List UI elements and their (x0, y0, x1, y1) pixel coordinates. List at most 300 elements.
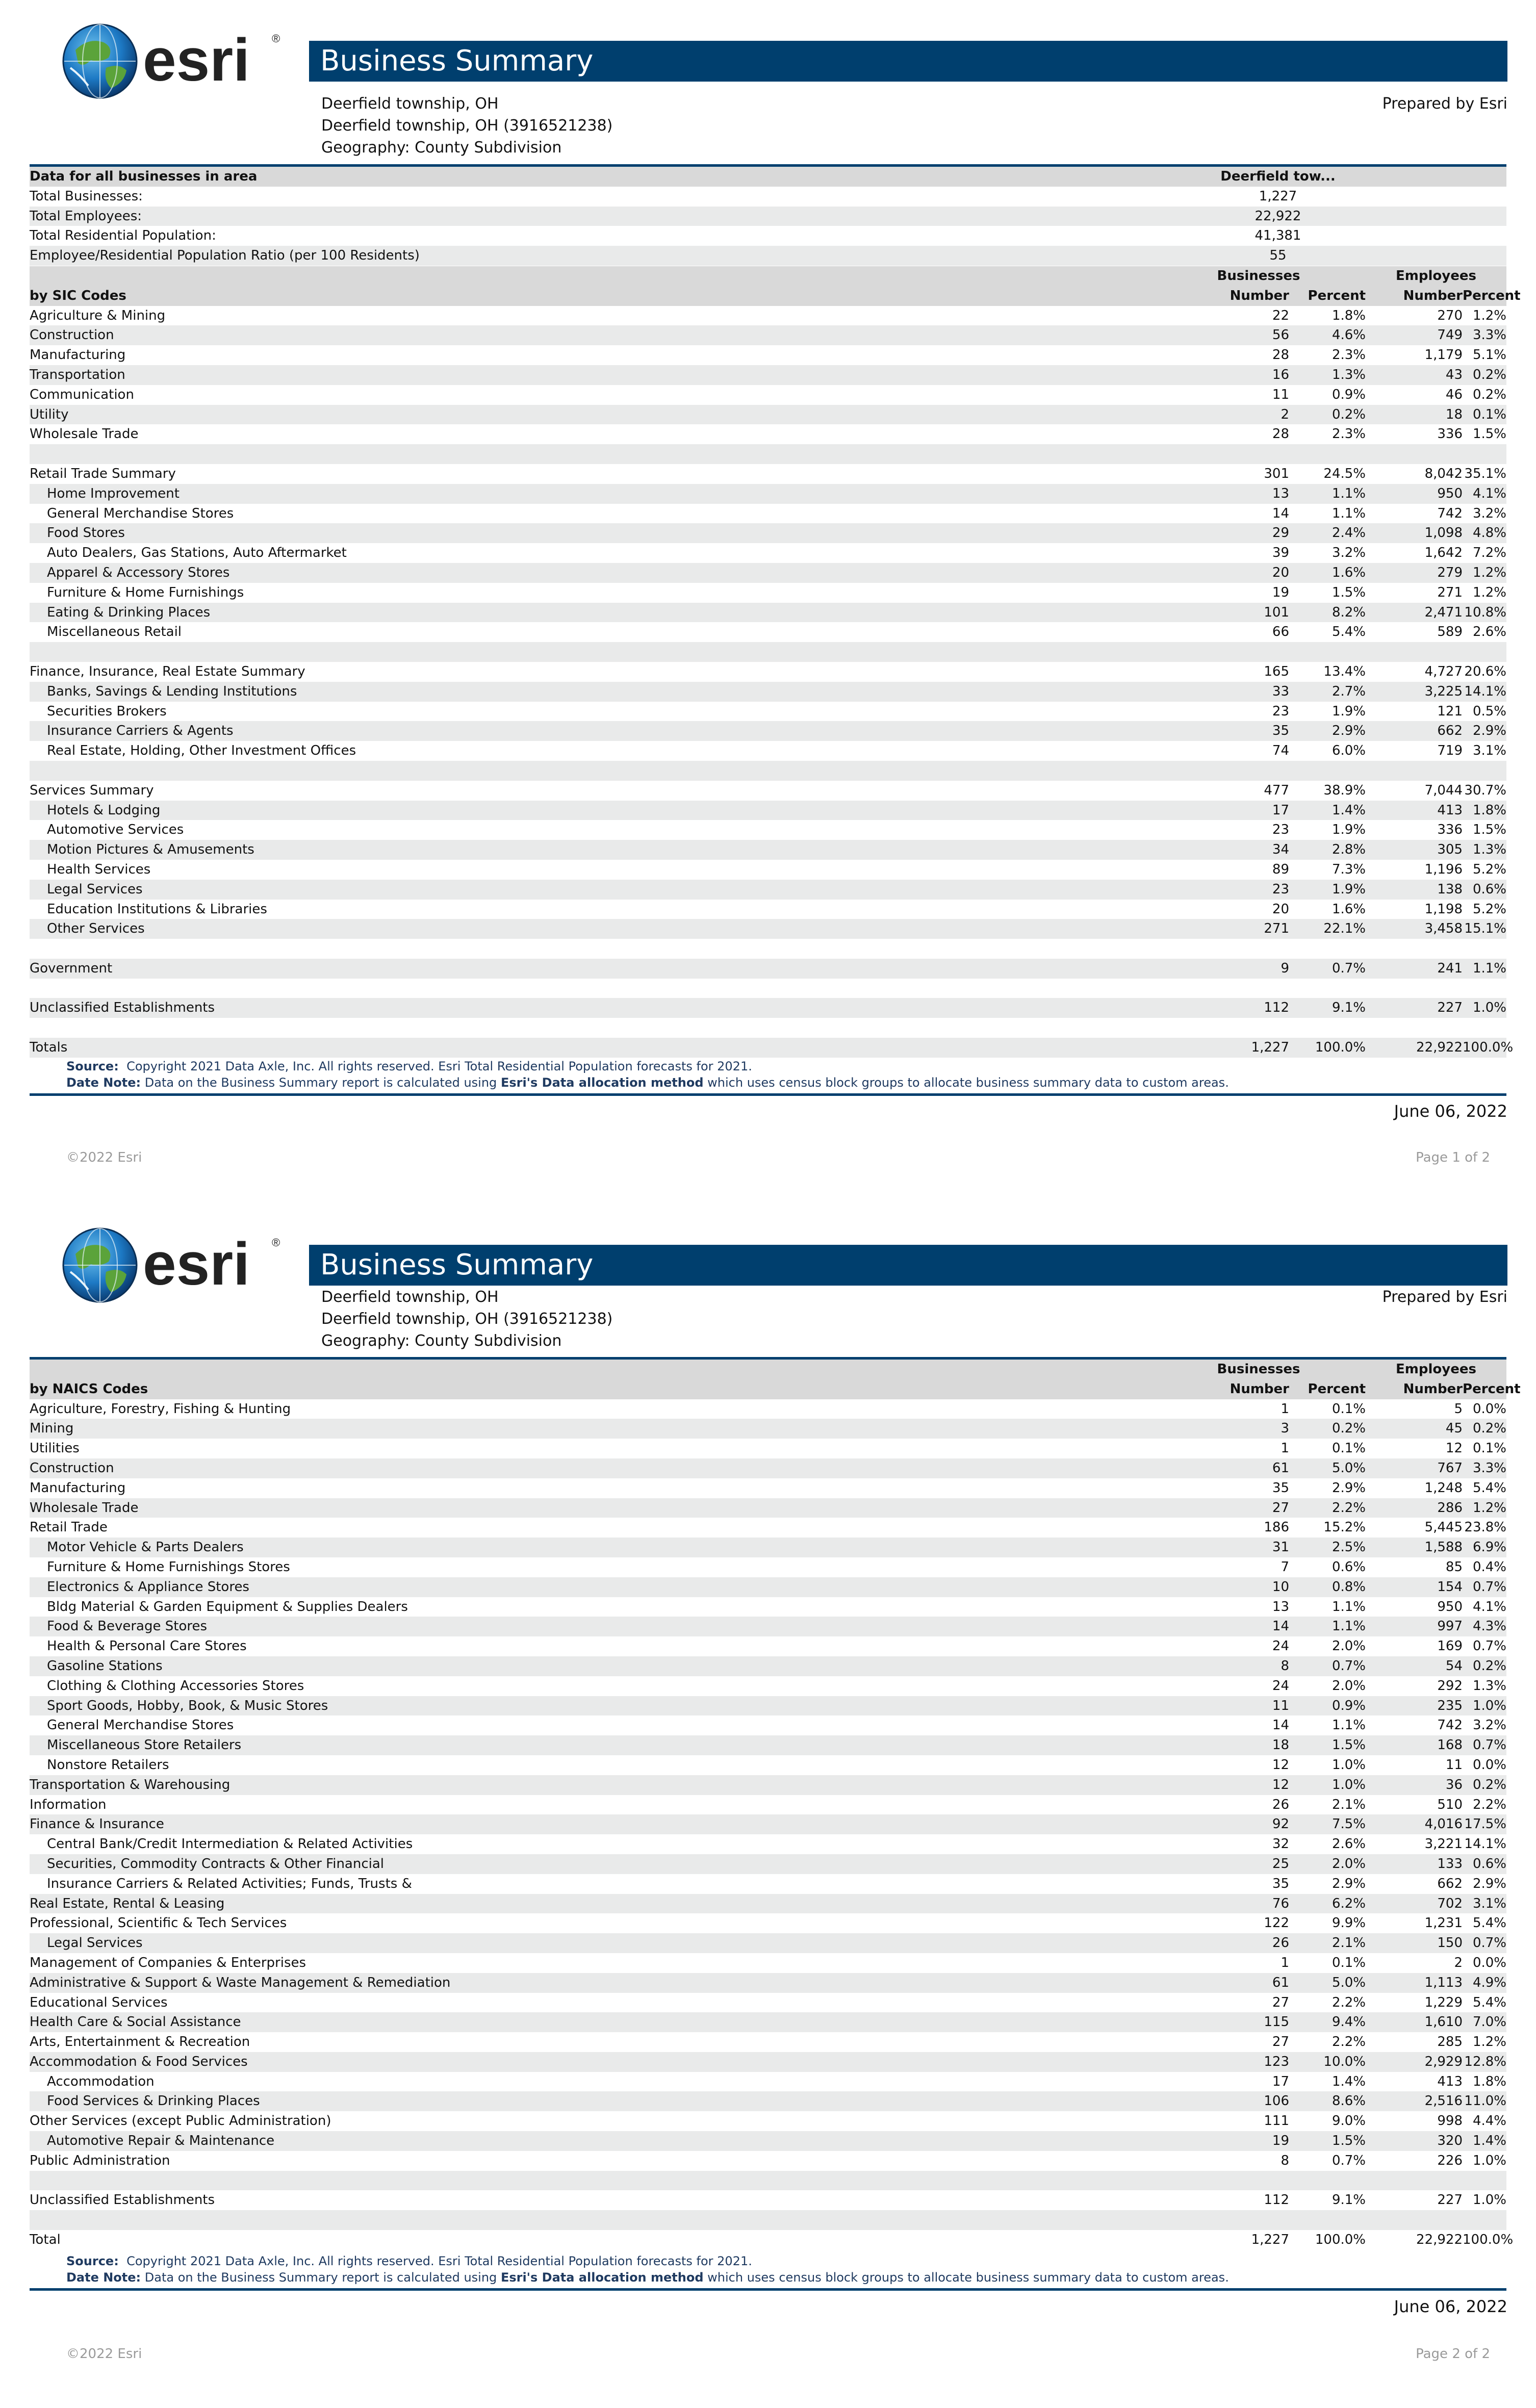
industry-row (30, 2151, 1506, 2171)
business-percent: 4.6% (1289, 325, 1366, 345)
industry-label: Other Services (30, 919, 1151, 939)
employee-count: 45 (1366, 1419, 1463, 1439)
employee-count: 320 (1366, 2131, 1463, 2151)
employee-count: 168 (1366, 1735, 1463, 1755)
business-percent: 2.8% (1289, 840, 1366, 860)
summary-value: 55 (1177, 246, 1379, 266)
employee-count: 742 (1437, 505, 1463, 521)
business-count: 271 (1151, 919, 1289, 939)
business-count: 35 (1272, 1876, 1289, 1891)
employee-percent: 1.0% (1463, 1696, 1506, 1716)
sic-column-header (30, 286, 1506, 306)
employee-percent: 3.2% (1472, 1718, 1507, 1733)
industry-label: Food Stores (30, 523, 1151, 543)
page-number: Page 2 of 2 (1416, 2346, 1490, 2362)
business-count: 26 (1272, 1797, 1289, 1812)
employee-count: 305 (1366, 840, 1463, 860)
business-count: 23 (1272, 703, 1289, 719)
business-percent: 2.9% (1289, 721, 1366, 741)
summary-label: Employee/Residential Population Ratio (per 100 Residents) (30, 246, 1177, 266)
naics-group-header (30, 1359, 1506, 1379)
businesses-header: Businesses (1151, 266, 1366, 286)
business-count: 8 (1281, 2153, 1289, 2168)
business-percent: 0.1% (1332, 1955, 1366, 1970)
business-percent: 5.4% (1332, 624, 1366, 640)
business-percent: 3.2% (1332, 545, 1366, 561)
industry-label: Banks, Savings & Lending Institutions (30, 682, 1151, 702)
business-percent: 1.1% (1289, 484, 1366, 504)
business-percent: 0.6% (1332, 1559, 1366, 1575)
globe-icon (63, 1228, 137, 1302)
industry-label: Gasoline Stations (30, 1656, 1151, 1676)
industry-label: Accommodation (47, 2073, 155, 2089)
business-percent: 1.6% (1289, 563, 1366, 583)
business-percent: 9.0% (1332, 2113, 1366, 2129)
industry-label: Totals (30, 1038, 1151, 1058)
employee-percent: 4.9% (1463, 1973, 1506, 1993)
location-code: Deerfield township, OH (3916521238) (321, 117, 613, 135)
industry-row (30, 1656, 1506, 1676)
business-count: 24 (1272, 1678, 1289, 1694)
business-count: 14 (1151, 1617, 1289, 1636)
business-count: 8 (1151, 1656, 1289, 1676)
employee-percent: 0.5% (1472, 703, 1507, 719)
industry-label: Transportation & Warehousing (30, 1775, 1151, 1795)
business-count: 20 (1272, 901, 1289, 917)
employee-percent: 0.4% (1472, 1559, 1507, 1575)
industry-label: Educational Services (30, 1994, 168, 2010)
employee-count: 413 (1366, 801, 1463, 821)
business-count: 24 (1272, 1638, 1289, 1654)
business-percent: 2.1% (1289, 1933, 1366, 1953)
business-count: 39 (1272, 545, 1289, 561)
industry-label: Home Improvement (30, 484, 1151, 504)
business-percent: 0.7% (1332, 2153, 1366, 2168)
employee-percent: 0.1% (1472, 1441, 1507, 1456)
business-count: 115 (1151, 2012, 1289, 2032)
employee-count: 662 (1437, 1876, 1463, 1891)
employee-count: 227 (1366, 998, 1463, 1018)
employee-percent: 17.5% (1463, 1814, 1506, 1834)
businesses-header: Businesses (1151, 1359, 1366, 1379)
business-percent: 2.2% (1289, 1498, 1366, 1518)
employee-percent: 3.1% (1463, 1894, 1506, 1914)
spacer-row (30, 444, 1506, 464)
business-percent: 2.9% (1332, 1480, 1366, 1496)
percent-column-label: Percent (1289, 286, 1366, 306)
industry-row (30, 1834, 1506, 1854)
employee-percent: 0.2% (1463, 1419, 1506, 1439)
industry-row (30, 1696, 1506, 1716)
employee-percent: 100.0% (1463, 1038, 1506, 1058)
industry-row (30, 325, 1506, 345)
employee-count: 270 (1437, 308, 1463, 323)
industry-row (30, 1478, 1506, 1498)
industry-label: Food Services & Drinking Places (30, 2091, 1151, 2111)
summary-row (30, 246, 1506, 266)
business-percent: 1.5% (1289, 1735, 1366, 1755)
employee-percent: 14.1% (1463, 682, 1506, 702)
industry-label: Retail Trade Summary (30, 466, 176, 481)
industry-row (30, 464, 1506, 484)
industry-label: Central Bank/Credit Intermediation & Related Activities (47, 1836, 413, 1852)
industry-row (30, 1874, 1506, 1894)
industry-row (30, 2072, 1506, 2092)
business-count: 19 (1151, 2131, 1289, 2151)
industry-row (30, 2052, 1506, 2072)
report-page-2 (0, 1204, 1536, 2408)
employee-percent: 0.0% (1472, 1401, 1507, 1417)
business-count: 7 (1281, 1559, 1289, 1575)
business-count: 22 (1272, 308, 1289, 323)
employee-count: 36 (1366, 1775, 1463, 1795)
copyright: ©2022 Esri (66, 1150, 142, 1165)
page-number: Page 1 of 2 (1416, 1150, 1490, 1165)
employee-percent: 2.6% (1472, 624, 1507, 640)
business-percent: 2.5% (1289, 1538, 1366, 1557)
business-count: 16 (1151, 365, 1289, 385)
employee-percent: 2.2% (1472, 1797, 1507, 1812)
industry-row (30, 1617, 1506, 1636)
industry-row (30, 721, 1506, 741)
summary-label: Total Employees: (30, 207, 1177, 226)
report-date: June 06, 2022 (1394, 2297, 1507, 2316)
industry-row (30, 1933, 1506, 1953)
employee-count: 5,445 (1424, 1520, 1463, 1535)
employee-count: 336 (1437, 822, 1463, 838)
employee-percent: 30.7% (1464, 782, 1507, 798)
employee-percent: 0.2% (1463, 365, 1506, 385)
business-percent: 2.3% (1332, 426, 1366, 442)
business-percent: 0.7% (1289, 1656, 1366, 1676)
employee-count: 22,922 (1366, 1038, 1463, 1058)
business-percent: 1.5% (1289, 2131, 1366, 2151)
business-percent: 9.4% (1289, 2012, 1366, 2032)
employee-percent: 10.8% (1463, 603, 1506, 623)
business-percent: 9.1% (1332, 2192, 1366, 2208)
logo-text: esri (143, 27, 250, 94)
employee-count: 43 (1366, 365, 1463, 385)
industry-label: Communication (30, 387, 134, 402)
source-note: Source: Copyright 2021 Data Axle, Inc. All rights reserved. Esri Total Residential Population forecasts for 2021. (66, 1059, 752, 1073)
business-percent: 0.9% (1289, 1696, 1366, 1716)
employee-count: 336 (1437, 426, 1463, 442)
employee-percent: 1.5% (1472, 822, 1507, 838)
industry-label: General Merchandise Stores (47, 505, 234, 521)
business-count: 20 (1151, 563, 1289, 583)
summary-heading: Data for all businesses in area (30, 166, 1177, 187)
business-count: 29 (1151, 523, 1289, 543)
location-code: Deerfield township, OH (3916521238) (321, 1310, 613, 1328)
business-count: 1 (1281, 1401, 1289, 1417)
employee-percent: 14.1% (1464, 1836, 1507, 1852)
industry-label: Agriculture & Mining (30, 308, 166, 323)
business-percent: 0.8% (1289, 1577, 1366, 1597)
industry-row (30, 1636, 1506, 1656)
employee-count: 8,042 (1424, 466, 1463, 481)
employee-count: 950 (1366, 484, 1463, 504)
summary-table (30, 164, 1506, 266)
industry-label: Agriculture, Forestry, Fishing & Hunting (30, 1401, 291, 1417)
employee-percent: 1.2% (1472, 308, 1507, 323)
employee-count: 1,229 (1424, 1994, 1463, 2010)
number-column-label: Number (1366, 286, 1463, 306)
employee-percent: 1.2% (1472, 2034, 1507, 2050)
business-percent: 0.1% (1332, 1401, 1366, 1417)
industry-row (30, 781, 1506, 801)
employee-percent: 0.6% (1463, 880, 1506, 900)
employee-count: 271 (1437, 584, 1463, 600)
employees-header: Employees (1366, 1359, 1506, 1379)
percent-column-label: Percent (1463, 1379, 1506, 1399)
industry-label: Retail Trade (30, 1520, 108, 1535)
business-count: 1,227 (1251, 2232, 1289, 2248)
industry-label: Education Institutions & Libraries (47, 901, 267, 917)
industry-label: General Merchandise Stores (47, 1718, 234, 1733)
summary-row (30, 187, 1506, 207)
employee-percent: 0.7% (1463, 1933, 1506, 1953)
industry-label: Auto Dealers, Gas Stations, Auto Aftermarket (47, 545, 347, 561)
industry-label: Health Services (47, 861, 151, 877)
industry-row (30, 1458, 1506, 1478)
business-count: 35 (1151, 721, 1289, 741)
employee-percent: 2.9% (1463, 721, 1506, 741)
business-count: 25 (1151, 1854, 1289, 1874)
employee-count: 719 (1437, 743, 1463, 759)
employee-percent: 1.1% (1463, 959, 1506, 979)
business-count: 12 (1272, 1757, 1289, 1773)
employee-percent: 5.2% (1472, 861, 1507, 877)
employee-percent: 5.4% (1472, 1480, 1507, 1496)
industry-row (30, 702, 1506, 722)
industry-row (30, 543, 1506, 563)
employee-count: 133 (1366, 1854, 1463, 1874)
location-name: Deerfield township, OH (321, 95, 499, 113)
business-percent: 0.7% (1289, 959, 1366, 979)
business-percent: 1.1% (1289, 1617, 1366, 1636)
summary-column-header: Deerfield tow... (1177, 166, 1379, 187)
employee-count: 154 (1366, 1577, 1463, 1597)
business-count: 28 (1272, 347, 1289, 363)
industry-row (30, 1913, 1506, 1933)
employee-percent: 5.4% (1472, 1994, 1507, 2010)
business-count: 61 (1151, 1973, 1289, 1993)
business-count: 123 (1151, 2052, 1289, 2072)
business-count: 23 (1151, 880, 1289, 900)
prepared-by: Prepared by Esri (1382, 95, 1507, 113)
employee-count: 2,929 (1366, 2052, 1463, 2072)
industry-label: Health Care & Social Assistance (30, 2012, 1151, 2032)
employee-count: 292 (1437, 1678, 1463, 1694)
industry-label: Finance, Insurance, Real Estate Summary (30, 663, 305, 679)
business-percent: 9.1% (1289, 998, 1366, 1018)
industry-label: Unclassified Establishments (30, 998, 1151, 1018)
employee-count: 54 (1366, 1656, 1463, 1676)
summary-value: 22,922 (1177, 207, 1379, 226)
business-percent: 1.6% (1332, 901, 1366, 917)
employee-count: 413 (1437, 2073, 1463, 2089)
employee-count: 1,179 (1424, 347, 1463, 363)
employee-percent: 0.7% (1463, 1577, 1506, 1597)
industry-row (30, 741, 1506, 761)
employee-count: 11 (1445, 1757, 1463, 1773)
business-percent: 5.0% (1289, 1458, 1366, 1478)
industry-row (30, 860, 1506, 880)
industry-label: Other Services (except Public Administration) (30, 2113, 331, 2129)
business-percent: 1.1% (1332, 1599, 1366, 1615)
employee-count: 1,113 (1366, 1973, 1463, 1993)
employees-header: Employees (1366, 266, 1506, 286)
industry-label: Construction (30, 325, 1151, 345)
industry-label: Furniture & Home Furnishings Stores (47, 1559, 290, 1575)
industry-row (30, 563, 1506, 583)
report-date: June 06, 2022 (1394, 1101, 1507, 1121)
business-count: 1,227 (1151, 1038, 1289, 1058)
employee-percent: 0.0% (1472, 1757, 1507, 1773)
industry-row (30, 504, 1506, 524)
date-note: Date Note: Data on the Business Summary report is calculated using Esri's Data allocation method which uses census block groups to allocate business summary data to custom areas. (66, 2270, 1229, 2285)
business-percent: 100.0% (1315, 2232, 1366, 2248)
number-column-label: Number (1151, 286, 1289, 306)
industry-label: Arts, Entertainment & Recreation (30, 2034, 250, 2050)
spacer-row (30, 2210, 1506, 2230)
percent-column-label: Percent (1463, 286, 1506, 306)
business-count: 34 (1151, 840, 1289, 860)
employee-percent: 12.8% (1463, 2052, 1506, 2072)
logo-text: esri (143, 1231, 250, 1298)
spacer-row (30, 642, 1506, 662)
industry-row (30, 1498, 1506, 1518)
business-count: 27 (1151, 1498, 1289, 1518)
svg-text:®: ® (272, 32, 280, 45)
industry-row (30, 523, 1506, 543)
business-count: 10 (1151, 1577, 1289, 1597)
employee-count: 1,098 (1366, 523, 1463, 543)
industry-row (30, 603, 1506, 623)
employee-percent: 100.0% (1463, 2232, 1514, 2248)
industry-row (30, 2230, 1506, 2250)
employee-percent: 1.8% (1472, 2073, 1507, 2089)
industry-row (30, 959, 1506, 979)
industry-row (30, 900, 1506, 919)
location-name: Deerfield township, OH (321, 1288, 499, 1306)
employee-percent: 1.4% (1463, 2131, 1506, 2151)
industry-row (30, 583, 1506, 603)
industry-row (30, 365, 1506, 385)
industry-row (30, 1419, 1506, 1439)
business-count: 17 (1151, 801, 1289, 821)
business-percent: 0.1% (1332, 1441, 1366, 1456)
copyright: ©2022 Esri (66, 2346, 142, 2362)
industry-label: Real Estate, Rental & Leasing (30, 1894, 1151, 1914)
business-count: 19 (1272, 584, 1289, 600)
employee-percent: 0.2% (1463, 1775, 1506, 1795)
business-count: 76 (1151, 1894, 1289, 1914)
industry-label: Sport Goods, Hobby, Book, & Music Stores (30, 1696, 1151, 1716)
prepared-by: Prepared by Esri (1382, 1288, 1507, 1306)
business-percent: 22.1% (1289, 919, 1366, 939)
business-count: 9 (1151, 959, 1289, 979)
industry-row (30, 345, 1506, 365)
employee-count: 2,471 (1366, 603, 1463, 623)
business-count: 32 (1272, 1836, 1289, 1852)
industry-row (30, 385, 1506, 405)
industry-row (30, 306, 1506, 326)
employee-count: 1,196 (1424, 861, 1463, 877)
summary-label: Total Businesses: (30, 188, 143, 204)
industry-label: Public Administration (30, 2153, 170, 2168)
employee-percent: 3.1% (1472, 743, 1507, 759)
business-percent: 1.1% (1332, 1718, 1366, 1733)
employee-percent: 0.6% (1463, 1854, 1506, 1874)
employee-percent: 5.1% (1472, 347, 1507, 363)
employee-count: 226 (1437, 2153, 1463, 2168)
industry-label: Total (30, 2232, 61, 2248)
industry-row (30, 2032, 1506, 2052)
industry-row (30, 2190, 1506, 2210)
industry-label: Real Estate, Holding, Other Investment Offices (47, 743, 356, 759)
industry-row (30, 682, 1506, 702)
employee-percent: 4.1% (1463, 484, 1506, 504)
employee-percent: 6.9% (1463, 1538, 1506, 1557)
business-percent: 10.0% (1289, 2052, 1366, 2072)
business-count: 186 (1264, 1520, 1289, 1535)
industry-label: Miscellaneous Store Retailers (30, 1735, 1151, 1755)
employee-percent: 3.3% (1463, 1458, 1506, 1478)
employee-percent: 15.1% (1463, 919, 1506, 939)
employee-count: 997 (1366, 1617, 1463, 1636)
employee-count: 742 (1437, 1718, 1463, 1733)
business-count: 112 (1264, 2192, 1289, 2208)
business-percent: 1.4% (1289, 801, 1366, 821)
geography-label: Geography: County Subdivision (321, 139, 562, 157)
employee-count: 241 (1366, 959, 1463, 979)
business-percent: 1.8% (1332, 308, 1366, 323)
business-count: 28 (1272, 426, 1289, 442)
industry-label: Securities Brokers (47, 703, 167, 719)
industry-label: Information (30, 1797, 107, 1812)
business-count: 13 (1272, 1599, 1289, 1615)
business-percent: 7.5% (1289, 1814, 1366, 1834)
employee-percent: 1.2% (1472, 584, 1507, 600)
business-percent: 7.3% (1332, 861, 1366, 877)
employee-percent: 4.1% (1472, 1599, 1507, 1615)
employee-percent: 0.7% (1472, 1638, 1507, 1654)
business-count: 35 (1272, 1480, 1289, 1496)
business-percent: 1.1% (1332, 505, 1366, 521)
industry-label: Apparel & Accessory Stores (30, 563, 1151, 583)
business-percent: 6.2% (1289, 1894, 1366, 1914)
industry-label: Electronics & Appliance Stores (30, 1577, 1151, 1597)
industry-row (30, 1814, 1506, 1834)
industry-row (30, 424, 1506, 444)
employee-count: 85 (1445, 1559, 1463, 1575)
employee-count: 767 (1366, 1458, 1463, 1478)
business-percent: 5.0% (1289, 1973, 1366, 1993)
business-count: 101 (1151, 603, 1289, 623)
employee-count: 121 (1437, 703, 1463, 719)
business-percent: 1.4% (1332, 2073, 1366, 2089)
industry-label: Finance & Insurance (30, 1814, 1151, 1834)
business-count: 14 (1272, 1718, 1289, 1733)
business-count: 13 (1151, 484, 1289, 504)
business-count: 14 (1272, 505, 1289, 521)
industry-label: Administrative & Support & Waste Management & Remediation (30, 1973, 1151, 1993)
industry-label: Health & Personal Care Stores (47, 1638, 247, 1654)
report-title: Business Summary (309, 1245, 1507, 1286)
employee-count: 150 (1366, 1933, 1463, 1953)
employee-count: 749 (1366, 325, 1463, 345)
